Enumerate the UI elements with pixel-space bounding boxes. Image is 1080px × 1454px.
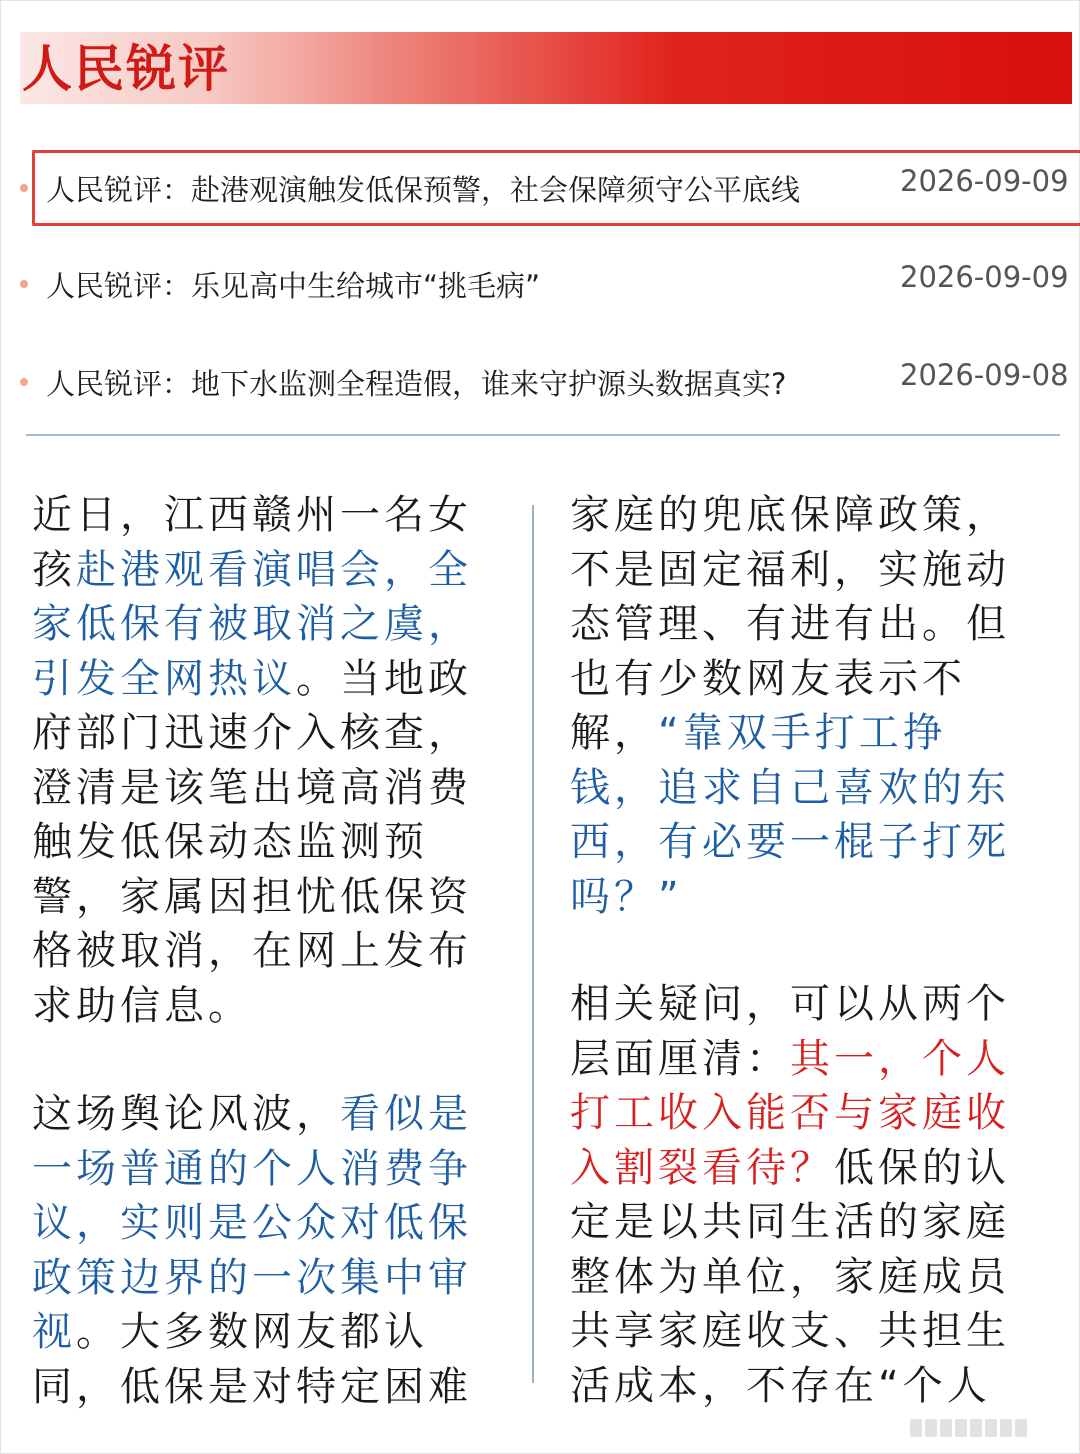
news-title-link[interactable]: 人民锐评：赴港观演触发低保预警，社会保障须守公平底线	[46, 173, 801, 207]
body-text: 不是固定福利，实施动	[570, 546, 1010, 593]
article-line	[32, 1142, 472, 1197]
body-text: 近日，江西赣州一名女	[32, 492, 472, 538]
article-line	[32, 924, 472, 979]
body-text: 警，家属因担忧低保资	[32, 873, 472, 920]
body-text: 解，	[570, 710, 658, 756]
highlighted-text: 吗？”	[570, 873, 683, 920]
article-line	[570, 1141, 1010, 1196]
article-line	[570, 543, 1010, 598]
article-line	[570, 870, 1010, 925]
article-line	[32, 1305, 472, 1360]
column-divider	[532, 505, 534, 1383]
article-line	[570, 488, 1010, 543]
news-title-link[interactable]: 人民锐评：乐见高中生给城市“挑毛病”	[46, 269, 541, 303]
highlighted-text: 钱，追求自己喜欢的东	[570, 764, 1010, 811]
highlighted-text: “靠双手打工挣	[658, 710, 947, 756]
article-line	[570, 1032, 1010, 1087]
article-paragraph	[32, 1087, 472, 1414]
article-line	[32, 761, 472, 816]
body-text: 层面厘清：	[570, 1035, 790, 1082]
news-date: 2026-09-08	[900, 358, 1069, 392]
article-line	[570, 597, 1010, 652]
article-line	[570, 1250, 1010, 1305]
section-divider	[26, 434, 1060, 436]
body-text: 触发低保动态监测预	[32, 819, 428, 865]
body-text: 格被取消，在网上发布	[32, 928, 472, 974]
article-line	[32, 706, 472, 761]
body-text: 活成本，不存在“个人	[570, 1362, 991, 1409]
watermark	[910, 1416, 1070, 1440]
article-line	[32, 1251, 472, 1306]
news-item[interactable]	[0, 340, 1080, 420]
body-text: 。大多数网友都认	[76, 1309, 428, 1355]
body-text: 同，低保是对特定困难	[32, 1363, 472, 1410]
bullet-icon	[20, 184, 28, 192]
bullet-icon	[20, 378, 28, 386]
body-text: 澄清是该笔出境高消费	[32, 764, 472, 811]
body-text: 态管理、有进有出。但	[570, 601, 1010, 647]
body-text: 府部门迅速介入核查，	[32, 710, 472, 756]
article-line	[570, 977, 1010, 1032]
article-line	[32, 815, 472, 870]
article-line	[570, 652, 1010, 707]
article-line	[570, 1195, 1010, 1250]
article-line	[32, 1360, 472, 1415]
highlighted-text: 西，有必要一棍子打死	[570, 819, 1010, 865]
highlighted-text: 打工收入能否与家庭收	[570, 1090, 1010, 1136]
article-line	[32, 652, 472, 707]
column-title: 人民锐评	[22, 39, 230, 98]
article-line	[32, 870, 472, 925]
article-line	[32, 543, 472, 598]
highlighted-text: 政策边界的一次集中审	[32, 1254, 472, 1301]
article-line	[32, 1087, 472, 1142]
article-line	[32, 597, 472, 652]
article-line	[32, 979, 472, 1034]
article-paragraph	[570, 488, 1010, 924]
body-text: 相关疑问，可以从两个	[570, 981, 1010, 1027]
article-line	[570, 761, 1010, 816]
article-paragraph	[32, 488, 472, 1033]
bullet-icon	[20, 280, 28, 288]
article-line	[32, 1196, 472, 1251]
body-text: 家庭的兜底保障政策，	[570, 492, 1010, 538]
article-line	[570, 1304, 1010, 1359]
highlighted-text: 家低保有被取消之虞，	[32, 601, 472, 647]
highlighted-text: 赴港观看演唱会，全	[76, 546, 472, 593]
article-line	[570, 1359, 1010, 1414]
article-line	[32, 488, 472, 543]
news-date: 2026-09-09	[900, 260, 1069, 294]
article-line	[570, 815, 1010, 870]
highlighted-text: 视	[32, 1309, 76, 1355]
highlighted-text: 一场普通的个人消费争	[32, 1145, 472, 1192]
article-line	[570, 706, 1010, 761]
news-date: 2026-09-09	[900, 164, 1069, 198]
body-text: 。当地政	[296, 655, 472, 702]
article-paragraph	[570, 977, 1010, 1413]
body-text: 整体为单位，家庭成员	[570, 1253, 1010, 1300]
body-text: 定是以共同生活的家庭	[570, 1199, 1010, 1245]
highlighted-text: 议，实则是公众对低保	[32, 1200, 472, 1246]
news-item[interactable]	[0, 146, 1080, 226]
article-line	[570, 1086, 1010, 1141]
highlighted-text: 看似是	[340, 1091, 472, 1137]
body-text: 也有少数网友表示不	[570, 655, 966, 702]
body-text: 低保的认	[834, 1144, 1010, 1191]
highlighted-text: 引发全网热议	[32, 655, 296, 702]
body-text: 求助信息。	[32, 982, 252, 1029]
body-text: 孩	[32, 546, 76, 593]
news-title-link[interactable]: 人民锐评：地下水监测全程造假，谁来守护源头数据真实?	[46, 367, 787, 401]
highlighted-text: 入割裂看待？	[570, 1144, 834, 1191]
highlighted-text: 其一，个人	[790, 1035, 1010, 1082]
body-text: 这场舆论风波，	[32, 1091, 340, 1137]
news-item[interactable]	[0, 242, 1080, 322]
body-text: 共享家庭收支、共担生	[570, 1308, 1010, 1354]
